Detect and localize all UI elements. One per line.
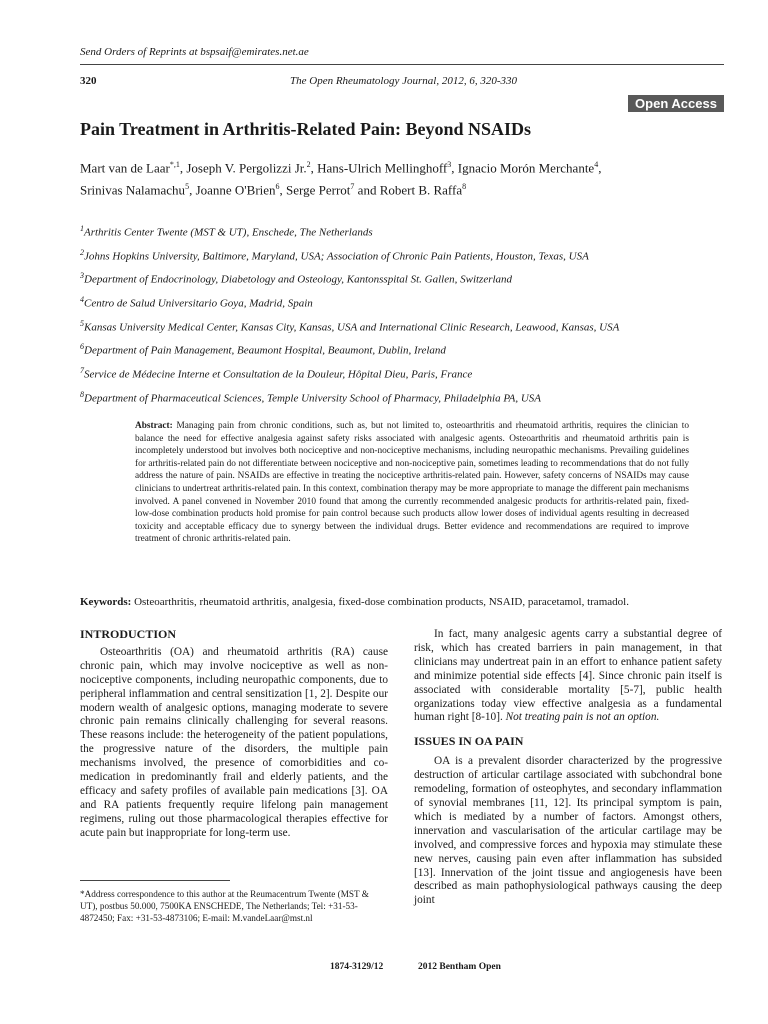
author-line-1: Mart van de Laar$^{*,1}$, Joseph V. Pergolizzi Jr.$^2$, Hans-Ulrich Mellinghoff$^3$, Ignacio Morón Merchante$^4$, — [80, 160, 602, 176]
left-column — [80, 628, 388, 841]
affiliation-3: $^3$Department of Endocrinology, Diabetology and Osteology, Kantonsspital St. Gallen, Switzerland — [80, 271, 513, 286]
affiliation-4: $^4$Centro de Salud Universitario Goya, Madrid, Spain — [80, 294, 313, 310]
header-rule — [80, 64, 724, 65]
reprints-notice: Send Orders of Reprints at bspsaif@emirates.net.ae — [80, 46, 309, 58]
page-number: 320 — [80, 75, 97, 87]
abstract — [135, 420, 689, 546]
oa-pain-paragraph: OA is a prevalent disorder characterized by the progressive destruction of articular cartilage associated with subchondral bone remodeling, formation of osteophytes, and secondary inflammation of synovial membranes [11, 12]. Its principal symptom is pain, which is mediated by a number of factors. Amongst others, innervation and vascularisation of the articular cartilage may be involved, and compressive forces and hypoxia may stimulate these new nerves, causing pain even after inflammation has subsided [13]. Innervation of the joint tissue and angiogenesis have been described as main pathophysiological pathways causing the deep joint — [414, 755, 722, 907]
affiliation-5: $^5$Kansas University Medical Center, Kansas City, Kansas, USA and International Clinic Research, Leawood, Kansas, USA — [80, 318, 620, 334]
article-title: Pain Treatment in Arthritis-Related Pain: Beyond NSAIDs — [80, 119, 532, 139]
affiliation-1: $^1$Arthritis Center Twente (MST & UT), Enschede, The Netherlands — [80, 224, 373, 239]
author-list — [80, 155, 710, 200]
issn-code: 1874-3129/12 — [330, 962, 384, 972]
intro-paragraph-2-emphasis: Not treating pain is not an option. — [505, 711, 660, 724]
correspondence-footnote: *Address correspondence to this author at the Reumacentrum Twente (MST & UT), postbus 50.000, 7500KA ENSCHEDE, The Netherlands; Tel: +31-53-4872450; Fax: +31-53-4873106; E-mail: M.vandeLaar@mst.nl — [80, 889, 369, 923]
abstract-label: Abstract: — [135, 421, 173, 431]
affiliation-8: $^8$Department of Pharmaceutical Sciences, Temple University School of Pharmacy, Philadelphia PA, USA — [80, 389, 542, 405]
open-access-badge: Open Access — [628, 95, 724, 112]
journal-citation: The Open Rheumatology Journal, 2012, 6, 320-330 — [290, 75, 517, 87]
intro-paragraph-2-text: In fact, many analgesic agents carry a substantial degree of risk, which has created barriers in pain management, in that clinicians may undertreat pain in an effort to enhance patient safety and minimize potential side effects [4]. Since chronic pain itself is associated with considerable mortality [5-7], public health organizations today view effective analgesia as a fundamental human right [8-10]. — [414, 628, 722, 724]
keywords — [80, 596, 720, 608]
oa-pain-heading: ISSUES IN OA PAIN — [414, 734, 524, 749]
affiliations — [80, 222, 720, 411]
footnote-rule — [80, 880, 230, 881]
keywords-label: Keywords: — [80, 596, 132, 608]
affiliation-7: $^7$Service de Médecine Interne et Consultation de la Douleur, Hôpital Dieu, Paris, France — [80, 365, 473, 381]
right-column — [414, 628, 722, 908]
affiliation-2: $^2$Johns Hopkins University, Baltimore, Maryland, USA; Association of Chronic Pain Patients, Houston, Texas, USA — [80, 247, 589, 263]
abstract-text: Managing pain from chronic conditions, such as, but not limited to, osteoarthritis and rheumatoid arthritis, requires the clinician to balance the need for effective analgesia against safety risks associated with analgesic agents. Osteoarthritis and rheumatoid arthritis pain is incompletely understood but involves both nociceptive and non-nociceptive mechanisms, including neuropathic mechanisms. Prevailing guidelines for arthritis-related pain do not differentiate between nociceptive and non-nociceptive pain, sometimes leading to recommendations that do not fully address the nature of pain. NSAIDs are effective in treating the nociceptive arthritis-related pain. However, safety concerns of NSAIDs may cause clinicians to undertreat arthritis-related pain. In this context, combination therapy may be more appropriate to manage the different pain mechanisms involved. A panel convened in November 2010 found that among the currently recommended analgesic products for arthritis-related pain, fixed-low-dose combination products hold promise for pain control because such products allow lower doses of individual agents resulting in decreased toxicity and acceptable efficacy due to synergy between the individual drugs. Better evidence and recommendations are required to improve treatment of chronic arthritis-related pain. — [135, 421, 689, 545]
keywords-text: Osteoarthritis, rheumatoid arthritis, analgesia, fixed-dose combination products, NSAID, paracetamol, tramadol. — [134, 596, 629, 608]
introduction-heading: INTRODUCTION — [80, 627, 177, 641]
author-line-2: Srinivas Nalamachu$^5$, Joanne O'Brien$^6$, Serge Perrot$^7$ and Robert B. Raffa$^8$ — [80, 182, 467, 198]
publisher-copyright: 2012 Bentham Open — [418, 962, 501, 972]
introduction-paragraph-1: Osteoarthritis (OA) and rheumatoid arthritis (RA) cause chronic pain, which may involve nociceptive as well as non-nociceptive components, including neuropathic components, due to peripheral inflammation and central sensitization [1, 2]. Despite our modern wealth of analgesic options, managing moderate to severe chronic pain remains clinically challenging for several reasons. These reasons include: the heterogeneity of the patient populations, the progressive nature of the disorders, the multiple pain mechanisms involved, the presence of comorbidities and co-medication in predominantly frail and elderly patients, and the efficacy and safety profiles of available pain medications [3]. OA and RA patients frequently require lifelong pain management regimens, ruling out those pharmacological therapies effective for acute pain but inappropriate for long-term use. — [80, 645, 388, 839]
introduction-paragraph-2 — [414, 628, 722, 725]
affiliation-6: $^6$Department of Pain Management, Beaumont Hospital, Beaumont, Dublin, Ireland — [80, 342, 446, 357]
